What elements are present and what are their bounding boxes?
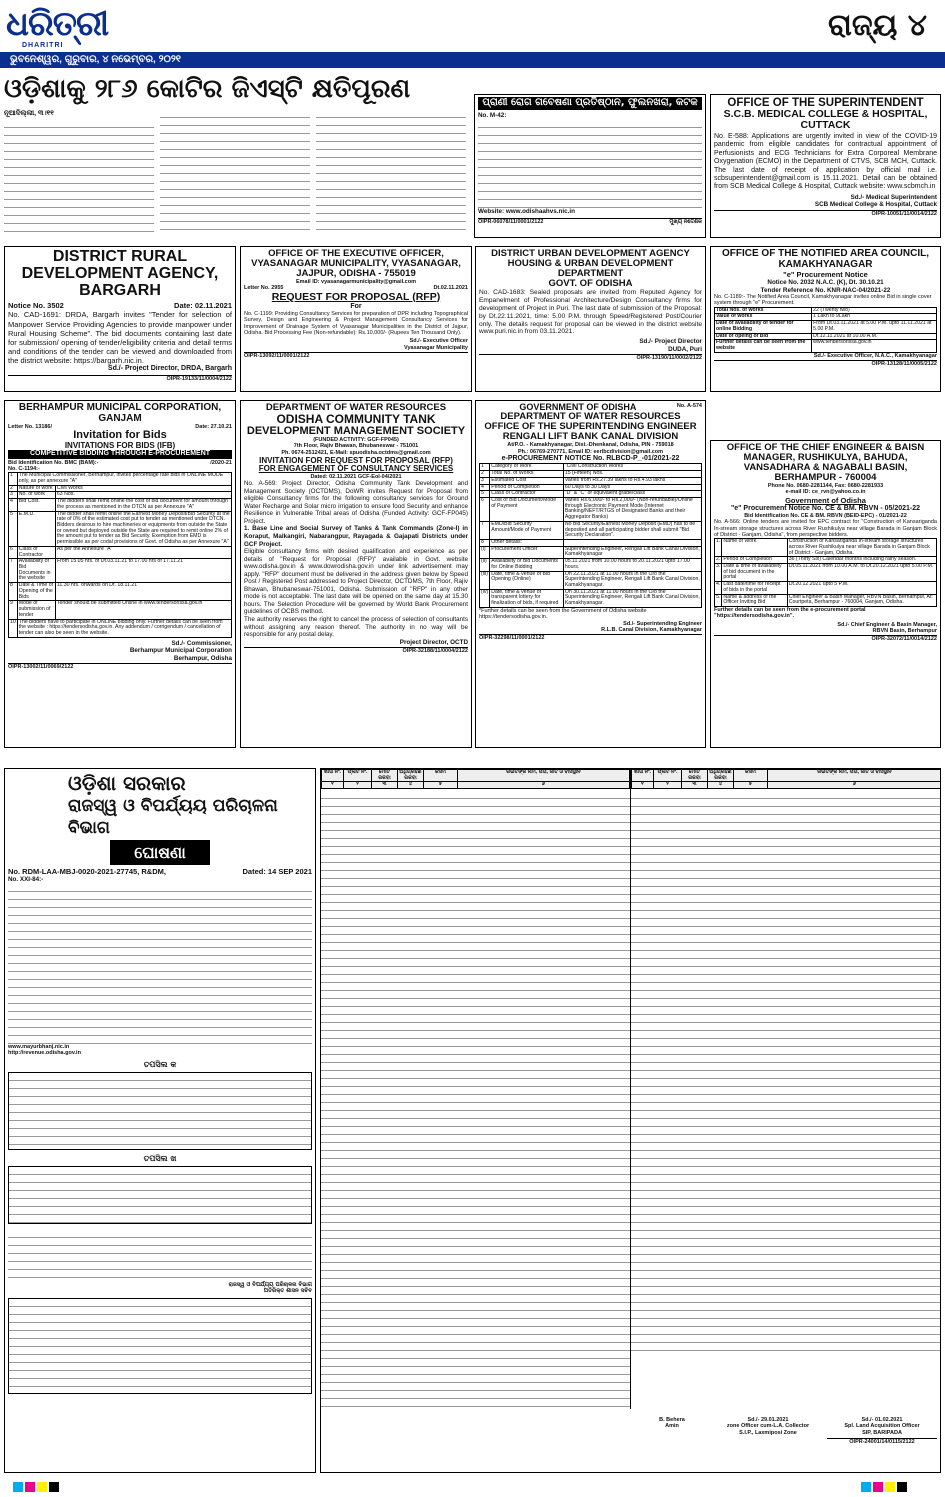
table-cell: Construction of Kansariganda In-stream storage structures across River Rushikulya near village Barada in Ganjam Block of District - Ganjam, Odisha. — [787, 539, 936, 557]
duda-puri-notice — [475, 246, 706, 392]
table-row — [9, 583, 232, 601]
table-row — [480, 477, 702, 484]
table-cell: 22 (Twenty two) — [812, 307, 937, 314]
table-cell: 7 — [480, 521, 490, 539]
table-cell: Class of Contractor — [490, 491, 564, 498]
bid-table — [8, 472, 232, 637]
funded-activity: (FUNDED ACTIVITY: GCF-FP045) — [313, 437, 399, 444]
table-cell: (i) — [480, 546, 490, 558]
revenue-department-notice — [4, 768, 316, 1473]
masthead — [0, 0, 945, 68]
table-cell: Name of Work — [722, 539, 787, 557]
rbvn-basin-notice — [710, 440, 941, 748]
table-cell: 5 — [480, 491, 490, 498]
table-cell: Dt.20.12.2021 upto 5 P.M. — [787, 582, 936, 594]
signature-land-officer — [827, 1417, 937, 1445]
signatory: Sd./- Chief Engineer & Basin Manager, — [837, 621, 937, 628]
notice-number: Notice No. 3502 — [8, 301, 64, 311]
notice-title: OFFICE OF THE NOTIFIED AREA COUNCIL, KAMAKHYANAGAR — [721, 248, 930, 270]
table-cell: Estimated Cost — [490, 477, 564, 484]
table-cell: 4. — [715, 582, 722, 594]
table-cell: 60 Days to 30 Days — [563, 484, 701, 491]
rfp-subheading: FOR ENGAGEMENT OF CONSULTANCY SERVICES — [258, 464, 454, 474]
ref-number: OIPR-32188/11/0004/2122 — [244, 647, 468, 655]
table-row — [480, 546, 702, 558]
office-email: e-mail ID: ce_rvn@yahoo.co.in — [785, 489, 866, 496]
table-cell: Class of Contractor — [17, 546, 55, 558]
further-details: Further details can be seen from the e-procurement portal "https://tendersodisha.gov.in". — [714, 607, 866, 620]
notice-title-2: ODISHA COMMUNITY TANK — [276, 411, 436, 426]
table-cell: 3 — [9, 492, 18, 499]
schedule-ka-table — [8, 1072, 312, 1150]
table-row — [715, 564, 937, 582]
table-cell: Bid Cost. — [17, 499, 55, 511]
yellow-swatch — [37, 1482, 47, 1492]
headline-article — [4, 74, 470, 234]
signatory-office: Berhampur Municipal Corporation — [129, 647, 232, 655]
ref-number: OIPR-32298/11/0001/2122 — [479, 634, 702, 642]
article-column-2 — [160, 110, 310, 232]
land-table-header-right — [631, 769, 941, 789]
table-cell: Date, time & venue of Bid Opening (Online) — [490, 571, 564, 589]
table-cell: 6 — [9, 546, 18, 558]
notice-body: No. E-588: Applications are urgently invited in view of the COVID-19 pandemic from eligible candidates for contractual appointment of Perfusionists and ECG Technicians for Extra Corporeal Membrane Oxygenation (ECMO) in the Department of CTVS, SCB MCH, Cuttack. The last date of receipt of application by official mail i.e. scbsuperintendent@gmail.com is 15.11.2021. Detail can be obtained from SCB Medical College & Hospital, Cuttack website: www.scbmch.in — [714, 133, 937, 191]
table-cell: Total No. of Works — [490, 471, 564, 478]
black-swatch — [49, 1482, 59, 1492]
table-cell: 8 — [480, 539, 490, 546]
table-row — [480, 521, 702, 539]
signatory-office: DUDA, Puri — [668, 345, 702, 353]
table-cell: From 15.05 hrs. of Dt.03.11.21 to 17.00 hrs of 17.11.21 — [55, 559, 231, 583]
column-number: ୪ — [398, 782, 424, 789]
table-cell: Varies Rs.6,000/- to Rs.2,000/- (Non-refundable)/Online through Electronic Payment Mode (Internet Banking/NEFT/RTGS of Designated Banks and their Aggregator Banks) — [563, 497, 701, 521]
rfp-for: For — [350, 302, 362, 310]
article-column-1 — [4, 120, 154, 232]
notice-body — [8, 884, 312, 1044]
signatory: Sd./- Medical Superintendent — [850, 193, 937, 201]
table-row — [715, 539, 937, 557]
column-number: ୨ — [344, 782, 372, 789]
nac-kamakhyanagar-notice — [710, 246, 941, 392]
notice-title-1: OFFICE OF THE SUPERINTENDENT — [727, 97, 924, 109]
website-1: www.mayurbhanj.nic.in — [8, 1043, 70, 1050]
signatory-date: Sd./- 01.02.2021 — [861, 1417, 903, 1423]
signatory: Sd./- Executive Officer, N.A.C., Kamakhyanagar — [813, 352, 937, 359]
headline: ଓଡ଼ିଶାକୁ ୨୮୬ କୋଟିର ଜିଏସ୍‌ଟି କ୍ଷତିପୂରଣ — [4, 74, 411, 104]
column-header: ଅଧିଗ୍ରହଣ ରକବା — [709, 769, 732, 781]
procurement-notice: e-PROCUREMENT NOTICE No. RLBCD-P_-01/2021-22 — [501, 454, 680, 462]
notice-number: Notice No. 2032 N.A.C. (K), Dt. 30.10.21 — [767, 279, 884, 286]
ref-number: OIPR-24001/14/0115/2122 — [827, 1438, 937, 1445]
signatory-name: B. Behera — [659, 1417, 685, 1423]
table-cell: 1 Lakh to 9Lakh — [812, 314, 937, 321]
rengali-canal-notice — [475, 400, 706, 748]
table-row — [715, 594, 937, 606]
notice-title-1: DISTRICT URBAN DEVELOPMENT AGENCY — [491, 248, 690, 259]
table-row — [9, 511, 232, 546]
table-cell: 3. — [715, 564, 722, 582]
notice-title: OFFICE OF THE EXECUTIVE OFFICER, VYASANAGAR MUNICIPALITY, VYASANAGAR, JAJPUR, ODISHA - 755019 — [251, 248, 461, 279]
cyan-swatch — [861, 1482, 871, 1492]
notice-number: No. RDM-LAA-MBJ-0020-2021-27745, R&DM, — [8, 867, 166, 877]
land-table-left — [321, 769, 631, 1409]
table-row — [9, 473, 232, 485]
table-row — [480, 497, 702, 521]
table-cell: www.tendersorissa.gov.in — [812, 340, 937, 352]
table-cell: 10 — [9, 619, 18, 637]
table-cell: The bidders shall remit online the cost of bid document for amount through the process as mentioned in the DTCN as per Annexure "A" — [55, 499, 231, 511]
table-cell: Varies from Rs.27.39 lakhs to Rs.4.93 lakhs — [563, 477, 701, 484]
signatory: Sd./- Executive Officer — [409, 338, 468, 345]
office-address: At/P.O. - Kamakhyanagar, Dist.-Dhenkanal, Odisha, PIN - 759018 — [507, 442, 674, 449]
ref-number: OIPR-13092/11/0001/2122 — [244, 352, 468, 360]
schedule-ka-heading: ତପସିଲ କ — [143, 1060, 177, 1070]
notice-title-1: DEPARTMENT OF WATER RESOURCES — [265, 402, 447, 413]
dateline-bar: ଭୁବନେଶ୍ୱର, ଗୁରୁବାର, ୪ ନଭେମ୍ବର, ୨୦୨୧ — [0, 52, 945, 68]
ghoshana-heading: ଘୋଷଣା — [110, 840, 210, 865]
ref-number: OIPR-32072/11/0014/2122 — [714, 635, 937, 643]
table-cell: 1. — [715, 539, 722, 557]
notice-title-3: OFFICE OF THE SUPERINTENDING ENGINEER — [484, 421, 697, 433]
notice-title-3: GOVT. OF ODISHA — [548, 277, 633, 289]
table-cell: 5 — [9, 511, 18, 546]
table-row — [715, 340, 937, 352]
office-contact: Ph.: 06769-270771, Email ID: eerlbcdivision@gmail.com — [517, 448, 664, 455]
registration-marks-right — [860, 1482, 908, 1495]
table-cell: Total Nos. of works — [715, 307, 812, 314]
rfp-heading: REQUEST FOR PROPOSAL (RFP) — [271, 290, 441, 303]
column-number: ୬ — [458, 782, 630, 789]
table-cell: EMD/Bid Security Amount/Mode of Payment — [490, 521, 564, 539]
signatory: Sd./- Project Director — [639, 338, 702, 346]
signature-amin — [637, 1417, 707, 1430]
notice-website: Website: www.odishaahvs.nic.in — [478, 208, 575, 216]
signatory: Sd./- Superintending Engineer — [623, 620, 702, 627]
table-cell: (ii) — [480, 559, 490, 571]
table-cell: No Bid Security/Earnest Money Deposit (EMD) has to be deposited and all participating bidder shall submit "Bid Security Declaration". — [563, 521, 701, 539]
column-number: ୩ — [682, 782, 708, 789]
table-cell: 1 — [9, 473, 18, 485]
signatory-office: ରାଜସ୍ୱ ଓ ବିପର୍ଯ୍ୟୟ ପରିଚାଳନା ବିଭାଗ — [228, 1281, 312, 1288]
column-number: ୬ — [768, 782, 942, 789]
table-cell: Last date/time for receipt of bids in the portal — [722, 582, 787, 594]
signatory-office: Vyasanagar Municipality — [404, 344, 468, 351]
rfp-heading: INVITATION FOR REQUEST FOR PROPOSAL (RFP) — [259, 456, 453, 466]
bidding-band: COMPETITIVE BIDDING THROUGH E-PROCUREMENT — [8, 450, 232, 458]
table-cell: On 22.11.2021 at 11.00 hours in the O/o the Superintending Engineer, Rengali Lift Bank Canal Division, Kamakhyanagar. — [564, 570, 700, 589]
notice-body-4: The authority reserves the right to cancel the process of selection of consultants without assigning any reason thereof. The authority in no way will be responsible for any postal delay. — [244, 615, 468, 639]
table-cell: From Dt.03.11.2021 at 5.00 P.M. upto 11.11.2021 at 5.00 P.M. — [812, 321, 937, 333]
column-header: ମୋଟ ରକବା — [372, 770, 398, 782]
column-header: ଅଧିଗ୍ରହଣ ରକବା — [399, 769, 422, 781]
notice-date: Dated: 02.11.2021 GCF-Eol-04/2021 — [310, 473, 402, 480]
signatory-title: zone Officer cum-L.A. Collector — [726, 1423, 810, 1430]
table-cell: Date & time of availability of bid document in the portal — [722, 564, 787, 582]
newspaper-logo: ଧରିତ୍ରୀ — [6, 4, 109, 44]
signatory-title: Spl. Land Acquisition Officer — [844, 1423, 920, 1430]
column-header: କିସମ — [424, 770, 458, 782]
signatory-office: SIP, BARIPADA — [862, 1429, 902, 1436]
magenta-swatch — [25, 1482, 35, 1492]
table-cell: Availability of Bid Documents for Online Bidding — [490, 559, 564, 571]
table-cell: Dt.12.11.2021 at 10.00 A.M. — [812, 333, 937, 340]
notice-body: No. C-1189:- The Notified Area Council, Kamakhyanagar invites online Bid in single cover system through "e" Procurement. — [714, 294, 932, 307]
table-cell: Tender should be submitted Online in www.tendersorissa.gov.in — [55, 601, 231, 619]
table-cell: (iv) — [480, 589, 490, 607]
land-rows-left — [321, 791, 630, 1409]
table-cell: Further details can be seen from the website — [715, 340, 812, 352]
article-column-3 — [316, 110, 466, 232]
table-cell: 15 (Fifteen) Nos. — [563, 471, 701, 478]
table-cell: As per the Annexure "A" — [55, 546, 231, 558]
prani-roga-notice — [474, 94, 706, 238]
table-cell: 9 — [9, 601, 18, 619]
bid-identification: Bid Identification No. BMC (BAM):- — [8, 459, 99, 466]
table-cell: Name & address of the Officer Inviting Bid — [722, 594, 787, 606]
black-swatch — [897, 1482, 907, 1492]
c-number: No. C-1194:- — [8, 465, 40, 472]
ref-number: OIPR-19133/11/0004/2122 — [8, 375, 232, 383]
table-cell: 11.30 hrs. onwards on Dt. 18.11.21 — [55, 583, 231, 601]
yellow-swatch — [885, 1482, 895, 1492]
notice-date: Dt.02.11.2021 — [433, 285, 468, 292]
notice-title-3: DEVELOPMENT MANAGEMENT SOCIETY — [246, 424, 466, 437]
table-row — [715, 321, 937, 333]
table-cell: 1 — [480, 464, 490, 471]
ifb-heading: Invitation for Bids — [73, 429, 167, 442]
ref-number: OIPR-13190/11/0002/2122 — [479, 354, 702, 362]
table-cell: E.M.D. — [17, 511, 55, 546]
table-cell: Mode of submission of tender — [17, 601, 55, 619]
land-rows-right — [631, 791, 941, 1351]
land-signatures — [637, 1417, 937, 1469]
signatory: Sd./- Commissioner, — [171, 639, 232, 647]
website-2: http://revenue.odisha.gov.in — [8, 1050, 81, 1057]
notice-title-1: ଓଡ଼ିଶା ସରକାର — [68, 771, 186, 795]
table-cell: "Civil Construction Works" — [563, 464, 701, 471]
column-header: ମୋଟ ରକବା — [682, 770, 708, 782]
signatory-title: Amin — [665, 1423, 679, 1430]
drda-bargarh-notice — [4, 246, 236, 392]
table-row — [9, 619, 232, 637]
table-row — [9, 499, 232, 511]
notice-body-3: Eligible consultancy firms with desired qualification and experience as per details of "Request for Proposal (RFP)" available in Govt. website www.odisha.gov.in & www.dowrodisha.gov.in under link advertisement may apply. "RFP" document must be delivered in the address given below by Speed Post / Registered Post addressed to Project Director, OCTDMS, 7th Floor, Rajiv Bhawan, Bhubaneswar-751001, Odisha. Submission of "RFP" in any other mode is not acceptable. The last date will be opened on the same day at 15.30 hours. The Selection Procedure will be governed by World Bank Procurement guidelines of OCBS method. — [244, 548, 468, 616]
scb-medical-notice — [710, 94, 941, 238]
signatory-office: S.I.P., Laxmiposi Zone — [739, 1429, 797, 1436]
table-row — [9, 546, 232, 558]
notice-date: Dated: 14 SEP 2021 — [242, 867, 312, 877]
page-section-label: ରାଜ୍ୟ ୪ — [827, 8, 927, 43]
table-cell: 5. — [715, 594, 722, 606]
table-cell: Date, time & venue of transparent lottery for finalization of bids, if required — [490, 589, 564, 607]
land-table-right — [631, 769, 941, 1409]
table-cell: 7 — [9, 559, 18, 583]
notice-title: BERHAMPUR MUNICIPAL CORPORATION, GANJAM — [18, 402, 222, 424]
column-header: ପ୍ଲଟ ନଂ. — [654, 770, 682, 782]
berhampur-municipal-notice — [4, 400, 236, 748]
vyasanagar-municipality-notice — [240, 246, 472, 392]
office-phone: Phone No. 0680-2281144, Fax: 0680-2281933 — [767, 482, 884, 489]
procurement-label: "e" Procurement Notice — [783, 270, 868, 279]
column-header: ରଇତଙ୍କ ନାମ, ପିତା, ଜାତି ଓ ବାସସ୍ଥାନ — [768, 770, 942, 782]
tender-table — [479, 463, 702, 608]
table-row — [480, 571, 702, 589]
newspaper-logo-sub: DHARITRI — [22, 42, 64, 49]
table-cell: Civil Works — [55, 485, 231, 492]
table-row — [480, 559, 702, 571]
notice-body — [478, 120, 702, 208]
notice-body: No. C-1199: Providing Consultancy Services for preparation of DPR including Topographical Survey, Design and Engineering & Project Management Consultancy Services for Improvement of Drainage System of Vyasanagar Municipalities in the District of Jajpur, Odisha. Bid Processing Fee (Non-refundable): Rs.10,000/- (Rupees Ten Thousand Only). — [244, 310, 468, 336]
table-cell: 2 — [480, 471, 490, 478]
column-header: ଖାତା ନଂ. — [632, 770, 654, 782]
signature-zone-officer — [713, 1417, 823, 1436]
letter-number: Letter No. 2955 — [244, 285, 284, 292]
bid-identification: Bid Identification No. CE & BM. RBVN (BEID-EPC) - 01/2021-22 — [744, 512, 907, 519]
ref-number: OIPR-13002/11/0069/2122 — [8, 663, 232, 671]
column-header: ଖାତା ନଂ. — [322, 770, 344, 782]
table-cell: Procurement Officer — [490, 546, 564, 558]
notice-body: No. A-566: Online tenders are invited for EPC contract for "Construction of Kansariganda In-stream storage structures across River Rushikulya near village Barada in Ganjam Block of District - Ganjam, Odisha", from perspective bidders. — [714, 519, 937, 538]
table-cell: The bidders have to participate in ONLINE bidding only. Further details can be seen from the website : https://tendersodisha.gov.in. Any addendum / corrigendum / cancellation of tender can also be seen in the website. — [17, 619, 231, 637]
column-header: କିସମ — [734, 770, 768, 782]
notice-title-1: GOVERNMENT OF ODISHA — [519, 402, 637, 412]
notice-title: DISTRICT RURAL DEVELOPMENT AGENCY, BARGARH — [21, 248, 219, 299]
column-number: ୪ — [708, 782, 734, 789]
tender-reference: Tender Reference No. KNR-NAC-04/2021-22 — [760, 286, 891, 294]
table-cell: 2. — [716, 556, 721, 563]
table-cell: Availability of Bid Documents in the website — [17, 559, 55, 583]
notice-date: Date: 02.11.2021 — [174, 301, 232, 311]
notice-title-2: ରାଜସ୍ୱ ଓ ବିପର୍ଯ୍ୟୟ ପରିଚାଳନା ବିଭାଗ — [68, 796, 278, 838]
notice-title: ପ୍ରାଣୀ ରୋଗ ଗବେଷଣା ପ୍ରତିଷ୍ଠାନ, ଫୁଲନଖରା, କଟକ — [478, 97, 702, 110]
column-number: ୧ — [322, 782, 344, 789]
signatory-office: SCB Medical College & Hospital, Cuttack — [814, 201, 937, 209]
table-row — [715, 582, 937, 594]
table-cell: Date & Time of Opening of the Bids — [17, 583, 55, 601]
table-cell: Period of Completion — [722, 557, 787, 564]
notice-title-2: S.C.B. MEDICAL COLLEGE & HOSPITAL, CUTTACK — [723, 108, 928, 132]
table-cell: 8 — [9, 583, 18, 601]
notice-body-1: No. A-569: Project Director, Odisha Community Tank Development and Management Society (OCTDMS), DoWR invites Request for Proposal from eligible Consultancy firms for the following consultancy services for Ground Water Recharge and Solar micro irrigation to ensure food Security and enhance Resilience in Vulnerable Tribal areas of Odisha (Funded Activity: GCF-FP045) Project. — [244, 480, 468, 525]
table-cell: Category of Work — [490, 464, 564, 471]
table-cell: Chief Engineer & Basin Manager, RBVN Basin, Berhampur, At: Courtpeta, Berhampur - 760004, Ganjam, Odisha. — [787, 594, 936, 606]
govt-label: Government of Odisha — [785, 495, 866, 505]
schedule-kha-heading: ତପସିଲ ଖ — [143, 1153, 177, 1163]
table-cell: Nature of work — [17, 485, 55, 492]
table-cell: 36 (Thirty Six) Calendar months including rainy season. — [787, 557, 936, 564]
column-number: ୫ — [424, 782, 458, 789]
table-cell: 63 Nos. — [55, 492, 231, 499]
table-cell: "D" & "C" or equivalent grade/class — [563, 491, 701, 498]
ref-number: OIPR-06078/11/0001/2122 — [478, 218, 544, 225]
table-cell: Dt.05.11.2021 from 10.00 A.M. to Dt.20.12.2021 upto 5.00 P.M. — [787, 564, 936, 582]
further-details: *Further details can be seen from the Government of Odisha website https://tendersodisha.gov.in. — [479, 607, 647, 621]
column-number: ୫ — [734, 782, 768, 789]
office-contact: Ph. 0674-2512421, E-Mail: spuodisha.octdms@gmail.com — [281, 449, 431, 456]
table-cell: No. of work — [17, 492, 55, 499]
notice-code: No. A-574 — [676, 403, 702, 409]
table-cell: 6 — [480, 497, 490, 521]
notice-email: Email ID: vyasanagarmunicipality@gmail.com — [296, 278, 416, 285]
signatory-office: RBVN Basin, Berhampur — [872, 627, 937, 634]
table-cell: The Municipal Commissioner, Berhampur, invites percentage rate bids in ONLINE MODE only, as per annexure "A" — [17, 473, 231, 485]
signatory: Project Director, OCTD — [399, 638, 468, 646]
notice-body: No. CAD-1691: DRDA, Bargarh invites "Tender for selection of Manpower Service Providing Agencies to provide manpower under Rural Housing Scheme". The bid documents containing last date for submission/ opening of tender/eligibility criteria and detail terms and conditions of the tender can be viewed and downloaded from the district website: https://bargarh.nic.in. — [8, 310, 232, 366]
notice-body: No. CAD-1683: Sealed proposals are invited from Reputed Agency for Empanelment of Professional Architecture/Design Consultancy firms for development of Project in Puri. The last date of submission of the Proposal: by Dt.22.11.2021, time: 5.00 P.M. through Speed/Registered Post/Courier only. The details request for proposal can be viewed in the district website www.puri.nic.in from 03.11.2021. — [479, 288, 702, 336]
signatory-place: Berhampur, Odisha — [173, 654, 232, 662]
ref-number: OIPR-10051/11/0014/2122 — [714, 210, 937, 218]
table-cell: On 30.11.2021 at 11.00 hours in the O/o the Superintending Engineer, Rengali Lift Bank Canal Division, Kamakhyanagar. — [564, 588, 700, 607]
table-cell: Date of availability of tender for online Bidding — [715, 321, 812, 333]
signatory: ଅତିରିକ୍ତ ଶାସନ ସଚିବ — [263, 1287, 312, 1294]
tender-table — [714, 538, 937, 607]
letter-number: Letter No. 13186/ — [8, 424, 53, 430]
bid-year: /2020-21 — [210, 459, 232, 466]
table-cell: 4 — [480, 484, 490, 491]
column-header: ରଇତଙ୍କ ନାମ, ପିତା, ଜାତି ଓ ବାସସ୍ଥାନ — [458, 770, 630, 782]
land-acquisition-notice — [320, 768, 941, 1473]
headline-dateline: ନୂଆଦିଲ୍ଲୀ, ୩।୧୧ — [4, 110, 54, 117]
signatory-date: Sd./- 29.01.2021 — [747, 1417, 789, 1423]
signatory-office: R.L.B. Canal Division, Kamakhyanagar — [601, 626, 702, 633]
notice-title: OFFICE OF THE CHIEF ENGINEER & BAISN MANAGER, RUSHIKULYA, BAHUDA, VANSADHARA & NAGABALI BASIN, BERHAMPUR - 760004 — [726, 442, 925, 483]
table-cell: Cost of Bid Document/Mode of Payment — [490, 497, 564, 521]
table-cell: The bidder shall remit online the Earnest Money Deposit/Bid Security at the rate of 0% of the estimated cost put to tender as mentioned under DTCN. Bidders desirous to hire machineries or equipments from outside the State or owned but deployed outside the State are required to remit online 2% of the amount put to tender as Bid Security. Exemption from EMD is permissible as per codal provisions of Govt. of Odisha as per Annexure "A" — [56, 510, 230, 546]
table-cell: 3 — [480, 477, 490, 484]
cyan-swatch — [13, 1482, 23, 1492]
xxi-number: No. XXI-84:- — [8, 876, 44, 884]
table-row — [9, 601, 232, 619]
notice-title-2: DEPARTMENT OF WATER RESOURCES — [500, 411, 681, 423]
notice-date: Date: 27.10.21 — [195, 424, 232, 430]
table-cell: Date of opeing of Bid — [715, 333, 812, 340]
notice-title-2: HOUSING & URBAN DEVELOPMENT DEPARTMENT — [507, 257, 674, 279]
column-header: ପ୍ଲଟ ନଂ. — [344, 770, 372, 782]
column-number: ୧ — [632, 782, 654, 789]
notice-number: No. M-42: — [478, 111, 507, 119]
ref-number: OIPR-13128/11/0005/2122 — [714, 360, 937, 368]
column-number: ୨ — [654, 782, 682, 789]
tender-table — [714, 307, 937, 353]
land-schedule-table — [8, 1298, 312, 1394]
office-address: 7th Floor, Rajiv Bhawan, Bhubaneswar - 751001 — [293, 443, 419, 450]
notice-body-2: 1. Base Line and Social Survey of Tanks & Tank Commands (Zone-I) in Koraput, Malkangiri, Nabarangpur, Rayagada & Gajapati Districts under GCF Project. — [244, 525, 468, 548]
table-cell: Other details: — [490, 539, 564, 546]
table-cell: Period of Completion — [490, 484, 564, 491]
table-cell: 2 — [9, 485, 18, 492]
table-row — [480, 589, 702, 607]
ifb-subheading: INVITATIONS FOR BIDS (IFB) — [64, 440, 176, 450]
table-cell: (iii) — [480, 571, 490, 589]
procurement-notice: "e" Procurement Notice No. CE & BM. RBVN - 05/2021-22 — [730, 504, 921, 512]
notice-footer-text — [8, 1230, 312, 1282]
notice-title-4: RENGALI LIFT BANK CANAL DIVISION — [502, 431, 679, 443]
table-row — [9, 559, 232, 583]
land-table-header-left — [321, 769, 630, 789]
table-cell: Value of works — [715, 314, 812, 321]
signatory: Sd./- Project Director, DRDA, Bargarh — [107, 365, 232, 373]
octdms-notice — [240, 400, 472, 748]
table-cell: 4 — [9, 499, 18, 511]
table-cell: Superintending Engineer, Rengali Lift Bank Canal Division, Kamakhyanagar — [564, 545, 700, 558]
signatory: ମୁଖ୍ୟ ନିର୍ଦ୍ଦେଶକ — [669, 218, 702, 225]
column-number: ୩ — [372, 782, 398, 789]
registration-marks — [12, 1482, 60, 1495]
table-cell: 05.11.2021 from 10.00 hours to 20.11.2021 upto 17.00 hours. — [563, 559, 701, 571]
schedule-kha-table — [8, 1166, 312, 1224]
magenta-swatch — [873, 1482, 883, 1492]
